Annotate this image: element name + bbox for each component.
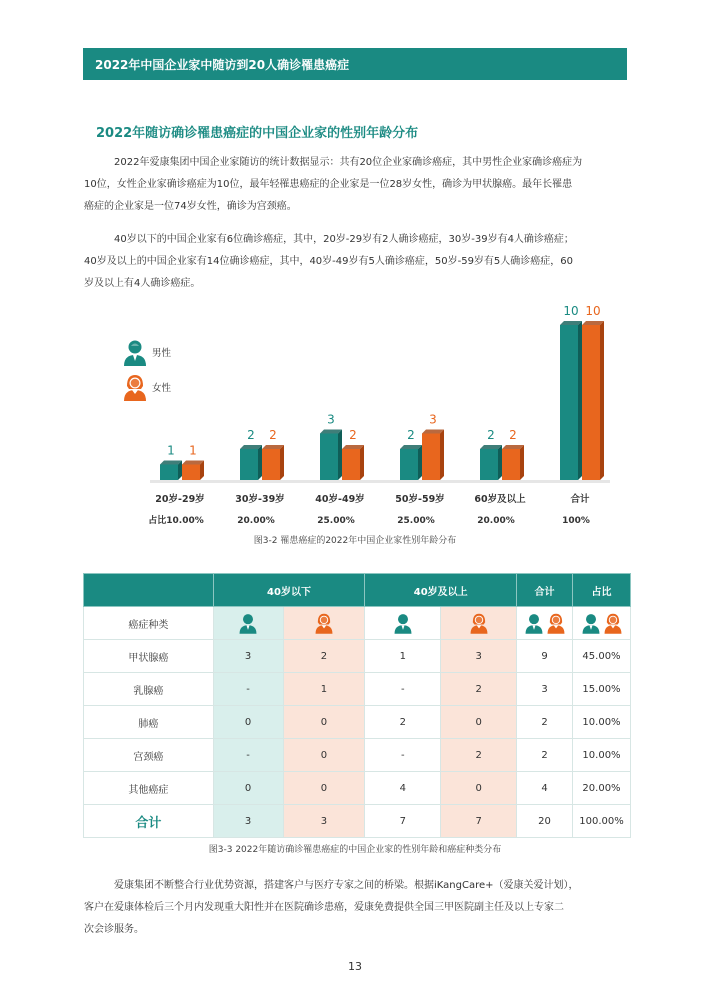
bar-side xyxy=(600,321,604,480)
under40-male-cell: - xyxy=(213,673,283,706)
bar-value-label: 10 xyxy=(563,304,579,318)
table-row xyxy=(84,640,631,673)
ratio-label: 20.00% xyxy=(477,516,515,526)
female-person-icon xyxy=(546,612,566,634)
ratio-cell: 10.00% xyxy=(573,706,631,739)
category-label: 30岁-39岁 xyxy=(235,494,285,505)
over40-male-cell: 1 xyxy=(365,640,441,673)
ratio-label: 25.00% xyxy=(397,516,435,526)
page-number: 13 xyxy=(348,960,362,973)
bar-value-label: 3 xyxy=(429,412,437,427)
cancer-distribution-table xyxy=(83,573,631,838)
category-label: 20岁-29岁 xyxy=(155,494,205,505)
male-person-icon xyxy=(524,612,544,634)
bar-side xyxy=(360,445,364,480)
table-row xyxy=(84,706,631,739)
under40-female-cell: 0 xyxy=(283,772,365,805)
female-bar xyxy=(502,449,520,480)
ratio-label: 20.00% xyxy=(237,516,275,526)
paragraph-line: 10位，女性企业家确诊癌症为10位，最年轻罹患癌症的企业家是一位28岁女性，确诊为甲状腺癌。最年长罹患 xyxy=(84,179,573,190)
over40-male-cell: 2 xyxy=(365,706,441,739)
paragraph-line: 40岁及以上的中国企业家有14位确诊癌症，其中，40岁-49岁有5人确诊癌症，50岁-59岁有5人确诊癌症，60 xyxy=(84,256,574,267)
total-cell: 2 xyxy=(517,739,573,772)
paragraph-line: 40岁以下的中国企业家有6位确诊癌症，其中，20岁-29岁有2人确诊癌症，30岁-39岁有4人确诊癌症； xyxy=(114,234,574,245)
under40-female-cell: 0 xyxy=(283,739,365,772)
under40-male-cell: 3 xyxy=(213,640,283,673)
male-person-icon xyxy=(581,612,601,634)
bar-side xyxy=(280,445,284,480)
under40-male-cell: - xyxy=(213,739,283,772)
table-icon-row xyxy=(84,607,631,640)
category-label: 60岁及以上 xyxy=(474,494,526,505)
under40-female-cell: 3 xyxy=(283,805,365,838)
female-bar xyxy=(342,449,360,480)
header-bar xyxy=(83,48,627,80)
table-total-row xyxy=(84,805,631,838)
bar-value-label: 2 xyxy=(509,428,517,442)
male-person-icon xyxy=(238,612,258,634)
paragraph-1 xyxy=(84,152,630,218)
ratio-cell: 15.00% xyxy=(573,673,631,706)
paragraph-2 xyxy=(84,229,630,295)
category-label: 合计 xyxy=(570,494,590,505)
over40-male-cell: 4 xyxy=(365,772,441,805)
male-bar xyxy=(400,449,418,480)
total-cell: 4 xyxy=(517,772,573,805)
cancer-type-cell: 宫颈癌 xyxy=(84,739,214,772)
female-bar xyxy=(262,449,280,480)
category-label: 40岁-49岁 xyxy=(315,494,365,505)
total-cell: 3 xyxy=(517,673,573,706)
ratio-cell: 45.00% xyxy=(573,640,631,673)
bar-side xyxy=(498,445,502,480)
cancer-type-cell: 合计 xyxy=(84,805,214,838)
over40-female-cell: 2 xyxy=(441,739,517,772)
bar-value-label: 2 xyxy=(407,428,415,442)
female-person-icon xyxy=(603,612,623,634)
female-icon-cell xyxy=(283,607,365,640)
over40-female-cell: 3 xyxy=(441,640,517,673)
bar-value-label: 2 xyxy=(349,428,357,442)
male-bar xyxy=(320,434,338,481)
under40-female-cell: 0 xyxy=(283,706,365,739)
male-bar xyxy=(240,449,258,480)
section-title: 2022年随访确诊罹患癌症的中国企业家的性别年龄分布 xyxy=(96,126,419,141)
table-row xyxy=(84,772,631,805)
total-cell: 20 xyxy=(517,805,573,838)
female-icon-cell xyxy=(441,607,517,640)
bar-side xyxy=(418,445,422,480)
header-under-40: 40岁以下 xyxy=(213,574,365,607)
cancer-type-cell: 乳腺癌 xyxy=(84,673,214,706)
legend-male-label: 男性 xyxy=(152,348,172,359)
paragraph-line: 客户在爱康体检后三个月内发现重大阳性并在医院确诊患癌，爱康免费提供全国三甲医院副主任及以上专家二 xyxy=(84,902,564,913)
both-icon-cell xyxy=(517,607,573,640)
male-bar xyxy=(160,465,178,481)
bar-value-label: 1 xyxy=(167,443,175,458)
male-person-icon xyxy=(393,612,413,634)
bar-side xyxy=(578,321,582,480)
over40-female-cell: 2 xyxy=(441,673,517,706)
bar-value-label: 2 xyxy=(247,428,255,442)
over40-female-cell: 0 xyxy=(441,772,517,805)
cancer-type-cell: 其他癌症 xyxy=(84,772,214,805)
ratio-label: 25.00% xyxy=(317,516,355,526)
female-person-icon xyxy=(314,612,334,634)
ratio-cell: 10.00% xyxy=(573,739,631,772)
paragraph-line: 爱康集团不断整合行业优势资源，搭建客户与医疗专家之间的桥梁。根据iKangCare+（爱康关爱计划）， xyxy=(114,880,579,891)
header-total: 合计 xyxy=(517,574,573,607)
bar-value-label: 2 xyxy=(487,428,495,442)
female-person-icon xyxy=(469,612,489,634)
paragraph-3 xyxy=(84,875,630,941)
chart-baseline xyxy=(150,480,610,483)
ratio-cell: 20.00% xyxy=(573,772,631,805)
under40-female-cell: 2 xyxy=(283,640,365,673)
over40-female-cell: 0 xyxy=(441,706,517,739)
bar-side xyxy=(338,430,342,481)
figure-caption-2: 图3-3 2022年随访确诊罹患癌症的中国企业家的性别年龄和癌症种类分布 xyxy=(208,845,502,855)
legend-female-label: 女性 xyxy=(152,383,172,394)
female-bar xyxy=(422,434,440,481)
under40-female-cell: 1 xyxy=(283,673,365,706)
bar-value-label: 10 xyxy=(585,304,601,318)
male-bar xyxy=(480,449,498,480)
male-icon-cell xyxy=(365,607,441,640)
header-ratio: 占比 xyxy=(573,574,631,607)
bar-value-label: 2 xyxy=(269,428,277,442)
ratio-cell: 100.00% xyxy=(573,805,631,838)
ratio-label: 占比10.00% xyxy=(148,516,204,526)
header-over-40: 40岁及以上 xyxy=(365,574,517,607)
paragraph-line: 2022年爱康集团中国企业家随访的统计数据显示：共有20位企业家确诊癌症，其中男性企业家确诊癌症为 xyxy=(114,157,583,168)
total-cell: 2 xyxy=(517,706,573,739)
under40-male-cell: 0 xyxy=(213,706,283,739)
header-title: 2022年中国企业家中随访到20人确诊罹患癌症 xyxy=(95,58,350,72)
over40-male-cell: - xyxy=(365,673,441,706)
under40-male-cell: 3 xyxy=(213,805,283,838)
bar-value-label: 3 xyxy=(327,412,335,427)
ratio-label: 100% xyxy=(562,516,590,526)
under40-male-cell: 0 xyxy=(213,772,283,805)
category-label: 50岁-59岁 xyxy=(395,494,445,505)
male-icon-cell xyxy=(213,607,283,640)
bar-value-label: 1 xyxy=(189,443,197,458)
over40-female-cell: 7 xyxy=(441,805,517,838)
figure-caption-1: 图3-2 罹患癌症的2022年中国企业家性别年龄分布 xyxy=(253,536,457,546)
paragraph-line: 癌症的企业家是一位74岁女性，确诊为宫颈癌。 xyxy=(84,201,297,212)
over40-male-cell: 7 xyxy=(365,805,441,838)
bar-side xyxy=(520,445,524,480)
both-icon-cell xyxy=(573,607,631,640)
male-bar xyxy=(560,325,578,480)
table-row xyxy=(84,739,631,772)
total-cell: 9 xyxy=(517,640,573,673)
paragraph-line: 次会诊服务。 xyxy=(84,924,144,935)
type-label: 癌症种类 xyxy=(84,607,214,640)
female-bar xyxy=(182,465,200,481)
over40-male-cell: - xyxy=(365,739,441,772)
bar-side xyxy=(258,445,262,480)
female-bar xyxy=(582,325,600,480)
header-blank xyxy=(84,574,214,607)
age-gender-bar-chart xyxy=(120,290,620,530)
cancer-type-cell: 甲状腺癌 xyxy=(84,640,214,673)
table-row xyxy=(84,673,631,706)
cancer-type-cell: 肺癌 xyxy=(84,706,214,739)
bar-side xyxy=(440,430,444,481)
paragraph-line: 岁及以上有4人确诊癌症。 xyxy=(84,278,201,289)
